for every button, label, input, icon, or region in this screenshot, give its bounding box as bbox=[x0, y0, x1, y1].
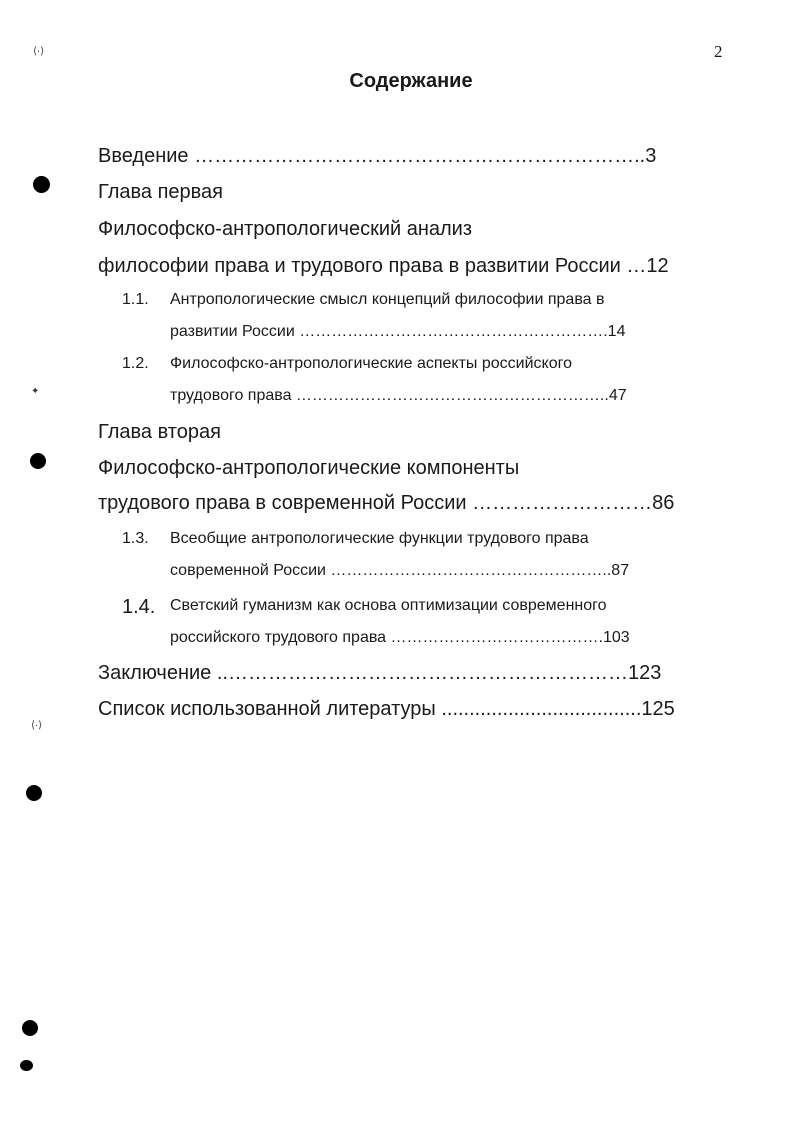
punch-hole-5 bbox=[20, 1060, 33, 1071]
toc-section-1-3-line2: современной России ……………………………………………..87 bbox=[170, 562, 630, 579]
page-title: Содержание bbox=[349, 70, 473, 92]
scan-speck-1: ⟨·⟩ bbox=[33, 46, 45, 57]
toc-section-1-2-number: 1.2. bbox=[122, 355, 149, 372]
toc-section-1-1-line1: Антропологические смысл концепций философии права в bbox=[170, 291, 605, 308]
punch-hole-2 bbox=[30, 453, 46, 469]
toc-section-1-2-line1: Философско-антропологические аспекты российского bbox=[170, 355, 572, 372]
toc-section-1-4-line2: российского трудового права ………………………………….103 bbox=[170, 629, 630, 646]
toc-section-1-1-line2: развитии России ………………………………………………….14 bbox=[170, 323, 626, 340]
toc-section-1-1-number: 1.1. bbox=[122, 291, 149, 308]
toc-section-1-3-line1: Всеобщие антропологические функции трудового права bbox=[170, 530, 589, 547]
toc-entry-intro bbox=[98, 145, 656, 168]
punch-hole-4 bbox=[22, 1020, 38, 1036]
toc-entry-conclusion: Заключение ..……………………………………………………123 bbox=[98, 662, 662, 684]
toc-chapter2-title-line2: трудового права в современной России ………………………86 bbox=[98, 492, 675, 514]
toc-chapter2-heading: Глава вторая bbox=[98, 421, 221, 443]
page-number: 2 bbox=[714, 42, 723, 61]
toc-intro-leader: ………………………………………………………….. bbox=[194, 145, 646, 167]
punch-hole-3 bbox=[26, 785, 42, 801]
toc-section-1-2-line2: трудового права …………………………………………………..47 bbox=[170, 387, 627, 404]
toc-chapter2-title-line1: Философско-антропологические компоненты bbox=[98, 457, 520, 479]
toc-chapter1-title-line1: Философско-антропологический анализ bbox=[98, 218, 473, 240]
toc-intro-label: Введение bbox=[98, 145, 189, 167]
toc-section-1-4-line1: Светский гуманизм как основа оптимизации современного bbox=[170, 597, 607, 614]
scan-speck-3: ⟨·⟩ bbox=[31, 720, 43, 731]
punch-hole-1 bbox=[33, 176, 50, 193]
scan-speck-2: ✦ bbox=[31, 386, 40, 397]
toc-chapter1-title-line2: философии права и трудового права в развитии России …12 bbox=[98, 255, 669, 277]
toc-intro-page: 3 bbox=[645, 145, 657, 167]
toc-section-1-4-number: 1.4. bbox=[122, 596, 156, 618]
toc-entry-bibliography: Список использованной литературы ....................................125 bbox=[98, 698, 675, 720]
toc-chapter1-heading: Глава первая bbox=[98, 181, 224, 203]
toc-section-1-3-number: 1.3. bbox=[122, 530, 149, 547]
